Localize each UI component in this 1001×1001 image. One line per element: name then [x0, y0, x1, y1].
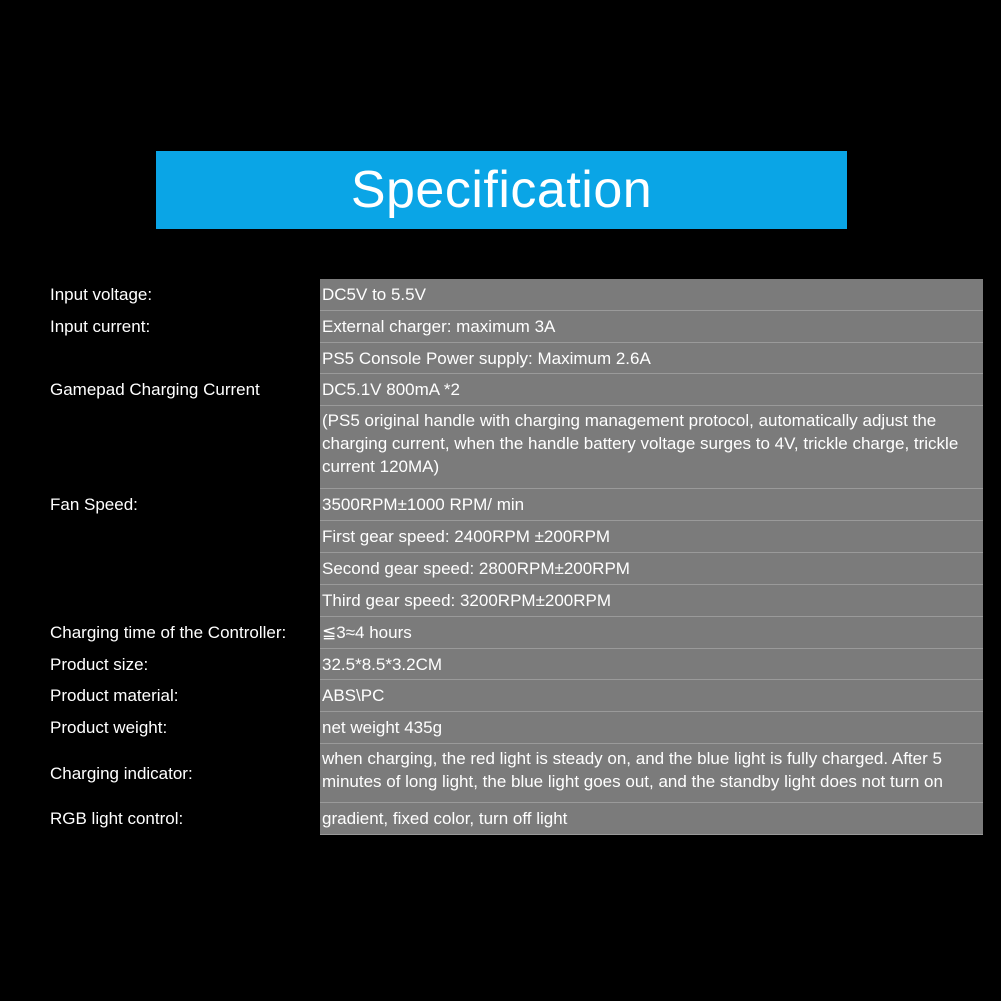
spec-label	[50, 585, 315, 617]
spec-value: DC5V to 5.5V	[320, 279, 983, 311]
spec-row-fan-speed	[0, 489, 1001, 521]
page-title: Specification	[350, 161, 653, 219]
spec-label: Input current:	[50, 317, 151, 336]
spec-label: Product size:	[50, 654, 149, 674]
spec-value: 3500RPM±1000 RPM/ min	[320, 489, 983, 521]
spec-value: External charger: maximum 3A	[320, 311, 983, 343]
spec-label: RGB light control:	[50, 809, 184, 828]
spec-row-rgb-light	[0, 803, 1001, 835]
spec-value: First gear speed: 2400RPM ±200RPM	[320, 521, 983, 553]
spec-value: ABS\PC	[320, 680, 983, 712]
spec-value: Second gear speed: 2800RPM±200RPM	[320, 553, 983, 585]
spec-row-second-gear	[0, 553, 1001, 585]
spec-label	[50, 343, 315, 374]
spec-value: Third gear speed: 3200RPM±200RPM	[320, 585, 983, 617]
spec-row-charging-time	[0, 617, 1001, 649]
spec-row-product-material	[0, 680, 1001, 712]
spec-row-first-gear	[0, 521, 1001, 553]
spec-label: Gamepad Charging Current	[50, 380, 260, 399]
spec-row-console-power	[0, 343, 1001, 374]
spec-label: Fan Speed:	[50, 495, 138, 514]
spec-label: Charging indicator:	[50, 763, 193, 783]
spec-row-charging-note	[0, 406, 1001, 489]
spec-value: DC5.1V 800mA *2	[320, 374, 983, 406]
spec-value: gradient, fixed color, turn off light	[320, 803, 983, 835]
spec-value: when charging, the red light is steady on, and the blue light is fully charged. After 5 minutes of long light, the blue light goes out, and the standby light does not turn on	[320, 744, 983, 803]
spec-label	[50, 406, 315, 489]
spec-row-product-weight	[0, 712, 1001, 744]
spec-value: net weight 435g	[320, 712, 983, 744]
spec-row-input-voltage	[0, 279, 1001, 311]
spec-row-charging-indicator	[0, 744, 1001, 803]
spec-label	[50, 521, 315, 553]
title-banner	[156, 151, 847, 229]
spec-row-input-current	[0, 311, 1001, 343]
spec-row-third-gear	[0, 585, 1001, 617]
spec-row-product-size	[0, 649, 1001, 680]
spec-value: ≦3≈4 hours	[320, 617, 983, 649]
spec-value: (PS5 original handle with charging management protocol, automatically adjust the charging current, when the handle battery voltage surges to 4V, trickle charge, trickle current 120MA)	[320, 406, 983, 489]
spec-label: Product weight:	[50, 718, 168, 737]
spec-row-gamepad-charging	[0, 374, 1001, 406]
spec-label: Input voltage:	[50, 285, 153, 304]
spec-label	[50, 553, 315, 585]
spec-label: Product material:	[50, 686, 179, 705]
spec-value: 32.5*8.5*3.2CM	[320, 649, 983, 680]
spec-value: PS5 Console Power supply: Maximum 2.6A	[320, 343, 983, 374]
spec-label: Charging time of the Controller:	[50, 623, 287, 642]
